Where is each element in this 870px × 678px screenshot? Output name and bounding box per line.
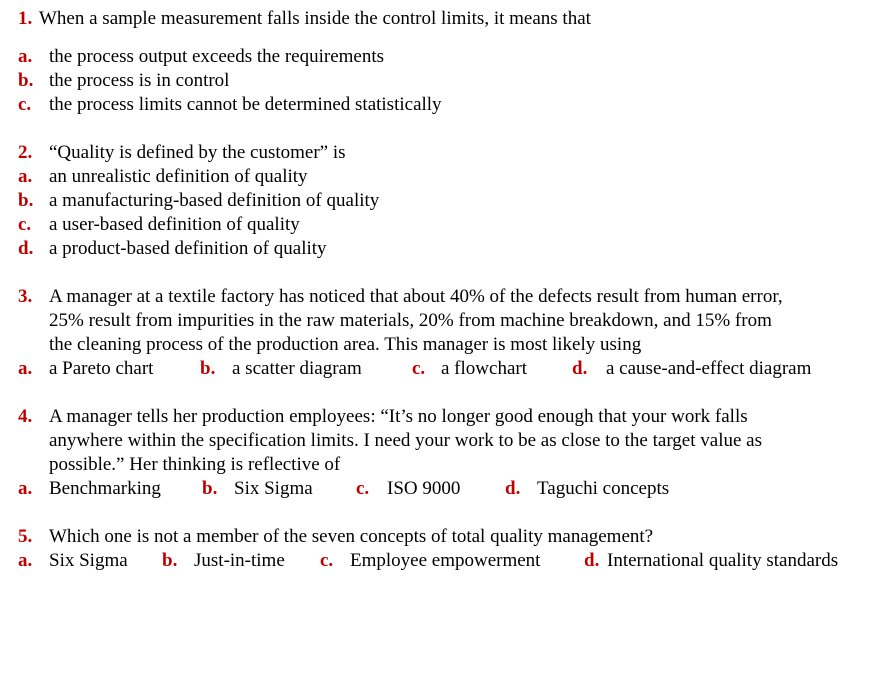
option-text: the process is in control: [49, 70, 230, 91]
option-label: d.: [572, 358, 588, 379]
question-text: “Quality is defined by the customer” is: [49, 142, 346, 163]
question-number: 3.: [18, 286, 33, 307]
option-label: a.: [18, 46, 33, 67]
option-label: a.: [18, 550, 33, 571]
question-text: anywhere within the specification limits. I need your work to be as close to the target value as: [49, 430, 762, 451]
question-text: possible.” Her thinking is reflective of: [49, 454, 341, 475]
question-number: 4.: [18, 406, 33, 427]
option-text: International quality standards: [607, 550, 839, 571]
option-label: c.: [18, 94, 32, 115]
option-text: ISO 9000: [387, 478, 461, 499]
option-text: Just-in-time: [194, 550, 285, 571]
option-label: a.: [18, 358, 33, 379]
option-text: Six Sigma: [49, 550, 128, 571]
question-text: the cleaning process of the production area. This manager is most likely using: [49, 334, 642, 355]
question-text: 25% result from impurities in the raw materials, 20% from machine breakdown, and 15% from: [49, 310, 772, 331]
option-label: a.: [18, 478, 33, 499]
option-label: c.: [412, 358, 426, 379]
question-number: 1.: [18, 8, 33, 29]
option-label: d.: [505, 478, 521, 499]
question-text: A manager at a textile factory has noticed that about 40% of the defects result from human error,: [49, 286, 783, 307]
option-text: a scatter diagram: [232, 358, 362, 379]
option-label: a.: [18, 166, 33, 187]
option-label: c.: [356, 478, 370, 499]
question-text: A manager tells her production employees: “It’s no longer good enough that your work falls: [49, 406, 748, 427]
option-text: an unrealistic definition of quality: [49, 166, 308, 187]
option-text: Benchmarking: [49, 478, 161, 499]
option-label: d.: [584, 550, 600, 571]
option-text: a manufacturing-based definition of quality: [49, 190, 380, 211]
question-text: When a sample measurement falls inside the control limits, it means that: [39, 8, 591, 29]
option-label: d.: [18, 238, 34, 259]
option-text: a cause-and-effect diagram: [606, 358, 812, 379]
option-text: Six Sigma: [234, 478, 313, 499]
option-text: a Pareto chart: [49, 358, 154, 379]
option-text: the process limits cannot be determined statistically: [49, 94, 442, 115]
option-text: the process output exceeds the requirements: [49, 46, 385, 67]
option-label: c.: [18, 214, 32, 235]
option-label: c.: [320, 550, 334, 571]
option-text: Taguchi concepts: [537, 478, 670, 499]
option-label: b.: [202, 478, 218, 499]
question-number: 5.: [18, 526, 33, 547]
option-label: b.: [18, 70, 34, 91]
option-label: b.: [18, 190, 34, 211]
option-text: a user-based definition of quality: [49, 214, 300, 235]
option-label: b.: [162, 550, 178, 571]
question-text: Which one is not a member of the seven concepts of total quality management?: [49, 526, 654, 547]
option-text: a flowchart: [441, 358, 527, 379]
option-text: Employee empowerment: [350, 550, 541, 571]
question-number: 2.: [18, 142, 33, 163]
option-text: a product-based definition of quality: [49, 238, 327, 259]
option-label: b.: [200, 358, 216, 379]
